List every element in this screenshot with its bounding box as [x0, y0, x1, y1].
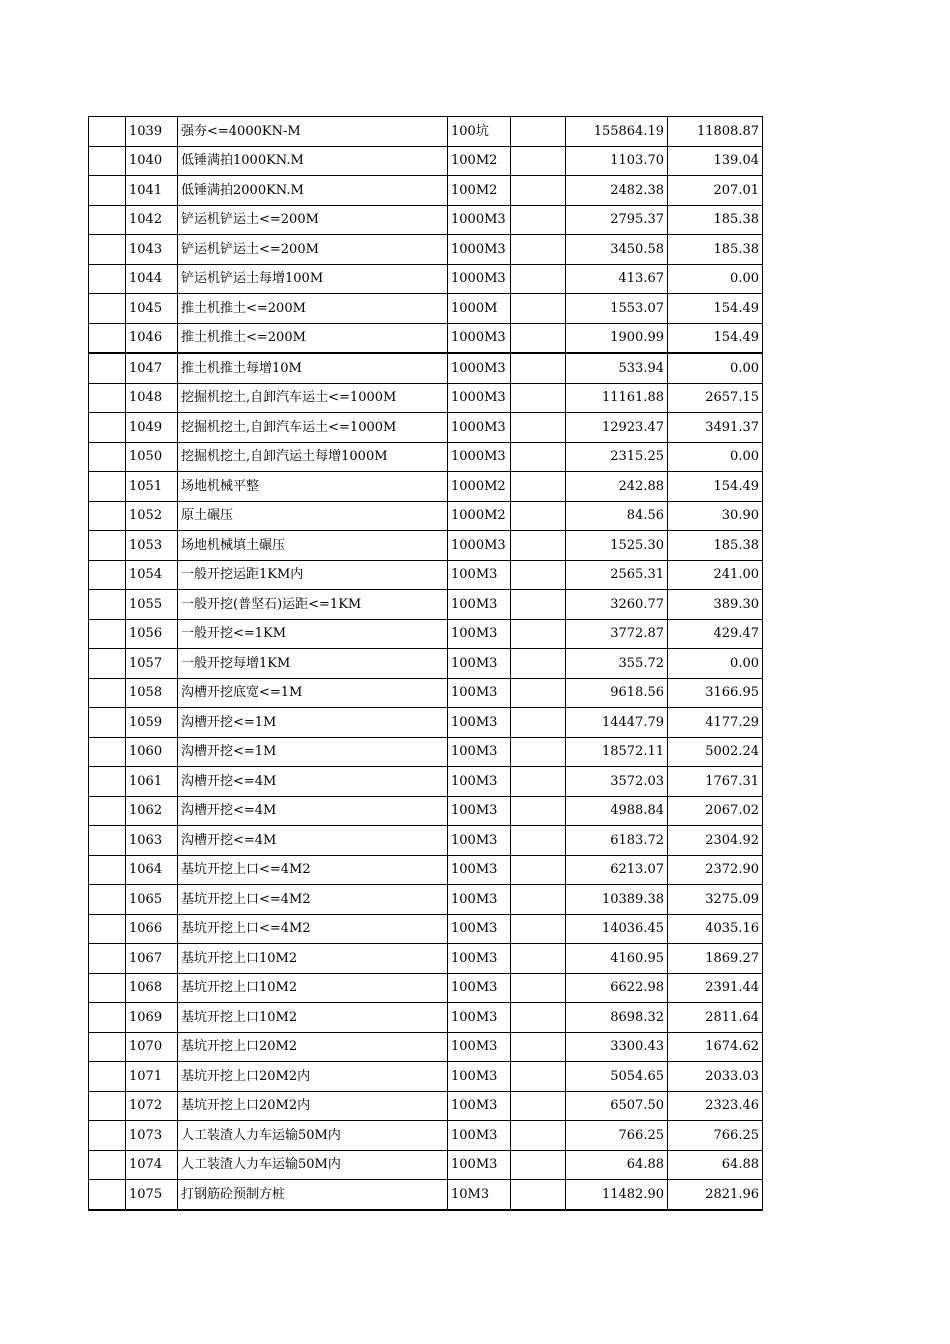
labor-cost-cell[interactable]: 3166.95 [668, 678, 763, 708]
unit-cell[interactable]: 100M3 [448, 708, 511, 738]
total-price-cell[interactable]: 14036.45 [566, 914, 668, 944]
total-price-cell[interactable]: 4988.84 [566, 796, 668, 826]
table-row[interactable] [89, 1150, 763, 1180]
blank-cell[interactable] [511, 885, 566, 915]
blank-cell[interactable] [511, 944, 566, 974]
total-price-cell[interactable]: 8698.32 [566, 1003, 668, 1033]
item-code-cell[interactable]: 1056 [126, 619, 178, 649]
item-name-cell[interactable]: 基坑开挖上口20M2内 [178, 1062, 448, 1092]
row-marker-cell[interactable] [89, 205, 126, 235]
labor-cost-cell[interactable]: 0.00 [668, 264, 763, 294]
unit-cell[interactable]: 1000M3 [448, 205, 511, 235]
unit-cell[interactable]: 100M3 [448, 973, 511, 1003]
row-marker-cell[interactable] [89, 235, 126, 265]
total-price-cell[interactable]: 3772.87 [566, 619, 668, 649]
blank-cell[interactable] [511, 117, 566, 147]
blank-cell[interactable] [511, 235, 566, 265]
row-marker-cell[interactable] [89, 619, 126, 649]
item-name-cell[interactable]: 挖掘机挖土,自卸汽车运土<=1000M [178, 413, 448, 443]
item-name-cell[interactable]: 一般开挖(普坚石)运距<=1KM [178, 590, 448, 620]
blank-cell[interactable] [511, 1150, 566, 1180]
item-code-cell[interactable]: 1075 [126, 1180, 178, 1210]
blank-cell[interactable] [511, 383, 566, 413]
unit-cell[interactable]: 1000M3 [448, 323, 511, 353]
item-code-cell[interactable]: 1053 [126, 531, 178, 561]
blank-cell[interactable] [511, 590, 566, 620]
blank-cell[interactable] [511, 826, 566, 856]
total-price-cell[interactable]: 9618.56 [566, 678, 668, 708]
labor-cost-cell[interactable]: 207.01 [668, 176, 763, 206]
total-price-cell[interactable]: 1553.07 [566, 294, 668, 324]
item-code-cell[interactable]: 1039 [126, 117, 178, 147]
blank-cell[interactable] [511, 442, 566, 472]
row-marker-cell[interactable] [89, 294, 126, 324]
table-row[interactable] [89, 1091, 763, 1121]
total-price-cell[interactable]: 6183.72 [566, 826, 668, 856]
item-code-cell[interactable]: 1042 [126, 205, 178, 235]
unit-cell[interactable]: 1000M3 [448, 264, 511, 294]
row-marker-cell[interactable] [89, 560, 126, 590]
total-price-cell[interactable]: 12923.47 [566, 413, 668, 443]
unit-cell[interactable]: 100M3 [448, 1032, 511, 1062]
row-marker-cell[interactable] [89, 1032, 126, 1062]
table-row[interactable] [89, 146, 763, 176]
item-name-cell[interactable]: 沟槽开挖<=1M [178, 737, 448, 767]
table-row[interactable] [89, 619, 763, 649]
item-code-cell[interactable]: 1066 [126, 914, 178, 944]
labor-cost-cell[interactable]: 139.04 [668, 146, 763, 176]
blank-cell[interactable] [511, 1121, 566, 1151]
unit-cell[interactable]: 10M3 [448, 1180, 511, 1210]
unit-cell[interactable]: 100M3 [448, 914, 511, 944]
item-name-cell[interactable]: 打钢筋砼预制方桩 [178, 1180, 448, 1210]
total-price-cell[interactable]: 2482.38 [566, 176, 668, 206]
unit-cell[interactable]: 1000M3 [448, 413, 511, 443]
row-marker-cell[interactable] [89, 885, 126, 915]
total-price-cell[interactable]: 242.88 [566, 472, 668, 502]
item-code-cell[interactable]: 1068 [126, 973, 178, 1003]
total-price-cell[interactable]: 3260.77 [566, 590, 668, 620]
unit-cell[interactable]: 100M2 [448, 176, 511, 206]
total-price-cell[interactable]: 4160.95 [566, 944, 668, 974]
item-name-cell[interactable]: 沟槽开挖底宽<=1M [178, 678, 448, 708]
total-price-cell[interactable]: 6507.50 [566, 1091, 668, 1121]
row-marker-cell[interactable] [89, 264, 126, 294]
item-name-cell[interactable]: 铲运机铲运土<=200M [178, 235, 448, 265]
item-name-cell[interactable]: 基坑开挖上口<=4M2 [178, 885, 448, 915]
labor-cost-cell[interactable]: 185.38 [668, 205, 763, 235]
total-price-cell[interactable]: 3300.43 [566, 1032, 668, 1062]
table-row[interactable] [89, 1180, 763, 1210]
total-price-cell[interactable]: 3572.03 [566, 767, 668, 797]
item-name-cell[interactable]: 基坑开挖上口10M2 [178, 973, 448, 1003]
table-row[interactable] [89, 1062, 763, 1092]
labor-cost-cell[interactable]: 185.38 [668, 531, 763, 561]
row-marker-cell[interactable] [89, 708, 126, 738]
blank-cell[interactable] [511, 649, 566, 679]
blank-cell[interactable] [511, 205, 566, 235]
labor-cost-cell[interactable]: 1767.31 [668, 767, 763, 797]
total-price-cell[interactable]: 155864.19 [566, 117, 668, 147]
total-price-cell[interactable]: 11161.88 [566, 383, 668, 413]
labor-cost-cell[interactable]: 389.30 [668, 590, 763, 620]
table-row[interactable] [89, 264, 763, 294]
blank-cell[interactable] [511, 176, 566, 206]
unit-cell[interactable]: 1000M3 [448, 235, 511, 265]
blank-cell[interactable] [511, 1032, 566, 1062]
item-code-cell[interactable]: 1044 [126, 264, 178, 294]
table-row[interactable] [89, 796, 763, 826]
blank-cell[interactable] [511, 1180, 566, 1210]
labor-cost-cell[interactable]: 2391.44 [668, 973, 763, 1003]
table-row[interactable] [89, 323, 763, 353]
labor-cost-cell[interactable]: 2811.64 [668, 1003, 763, 1033]
table-row[interactable] [89, 855, 763, 885]
item-name-cell[interactable]: 一般开挖运距1KM内 [178, 560, 448, 590]
item-name-cell[interactable]: 基坑开挖上口20M2内 [178, 1091, 448, 1121]
row-marker-cell[interactable] [89, 323, 126, 353]
total-price-cell[interactable]: 355.72 [566, 649, 668, 679]
blank-cell[interactable] [511, 560, 566, 590]
blank-cell[interactable] [511, 501, 566, 531]
item-code-cell[interactable]: 1058 [126, 678, 178, 708]
table-row[interactable] [89, 914, 763, 944]
row-marker-cell[interactable] [89, 1062, 126, 1092]
item-name-cell[interactable]: 低锤满拍1000KN.M [178, 146, 448, 176]
total-price-cell[interactable]: 14447.79 [566, 708, 668, 738]
labor-cost-cell[interactable]: 1869.27 [668, 944, 763, 974]
total-price-cell[interactable]: 3450.58 [566, 235, 668, 265]
labor-cost-cell[interactable]: 154.49 [668, 294, 763, 324]
row-marker-cell[interactable] [89, 1003, 126, 1033]
unit-cell[interactable]: 100M3 [448, 1003, 511, 1033]
row-marker-cell[interactable] [89, 531, 126, 561]
labor-cost-cell[interactable]: 0.00 [668, 442, 763, 472]
total-price-cell[interactable]: 6213.07 [566, 855, 668, 885]
labor-cost-cell[interactable]: 2033.03 [668, 1062, 763, 1092]
unit-cell[interactable]: 100M3 [448, 885, 511, 915]
item-name-cell[interactable]: 基坑开挖上口<=4M2 [178, 914, 448, 944]
row-marker-cell[interactable] [89, 767, 126, 797]
item-name-cell[interactable]: 沟槽开挖<=4M [178, 826, 448, 856]
blank-cell[interactable] [511, 767, 566, 797]
quota-table-body [89, 117, 763, 1210]
unit-cell[interactable]: 100M3 [448, 796, 511, 826]
blank-cell[interactable] [511, 708, 566, 738]
item-name-cell[interactable]: 挖掘机挖土,自卸汽车运土<=1000M [178, 383, 448, 413]
blank-cell[interactable] [511, 619, 566, 649]
unit-cell[interactable]: 100M3 [448, 767, 511, 797]
total-price-cell[interactable]: 2795.37 [566, 205, 668, 235]
item-code-cell[interactable]: 1043 [126, 235, 178, 265]
table-row[interactable] [89, 737, 763, 767]
total-price-cell[interactable]: 84.56 [566, 501, 668, 531]
item-code-cell[interactable]: 1040 [126, 146, 178, 176]
item-code-cell[interactable]: 1067 [126, 944, 178, 974]
unit-cell[interactable]: 100坑 [448, 117, 511, 147]
row-marker-cell[interactable] [89, 353, 126, 383]
item-name-cell[interactable]: 铲运机铲运土每增100M [178, 264, 448, 294]
labor-cost-cell[interactable]: 2372.90 [668, 855, 763, 885]
item-code-cell[interactable]: 1072 [126, 1091, 178, 1121]
item-name-cell[interactable]: 基坑开挖上口10M2 [178, 1003, 448, 1033]
item-code-cell[interactable]: 1071 [126, 1062, 178, 1092]
item-name-cell[interactable]: 一般开挖每增1KM [178, 649, 448, 679]
labor-cost-cell[interactable]: 64.88 [668, 1150, 763, 1180]
labor-cost-cell[interactable]: 2323.46 [668, 1091, 763, 1121]
unit-cell[interactable]: 100M3 [448, 678, 511, 708]
labor-cost-cell[interactable]: 2657.15 [668, 383, 763, 413]
item-name-cell[interactable]: 推土机推土每增10M [178, 353, 448, 383]
item-code-cell[interactable]: 1069 [126, 1003, 178, 1033]
labor-cost-cell[interactable]: 241.00 [668, 560, 763, 590]
table-row[interactable] [89, 767, 763, 797]
item-code-cell[interactable]: 1055 [126, 590, 178, 620]
item-code-cell[interactable]: 1073 [126, 1121, 178, 1151]
item-name-cell[interactable]: 基坑开挖上口<=4M2 [178, 855, 448, 885]
labor-cost-cell[interactable]: 766.25 [668, 1121, 763, 1151]
labor-cost-cell[interactable]: 2067.02 [668, 796, 763, 826]
item-code-cell[interactable]: 1048 [126, 383, 178, 413]
labor-cost-cell[interactable]: 154.49 [668, 472, 763, 502]
labor-cost-cell[interactable]: 2821.96 [668, 1180, 763, 1210]
row-marker-cell[interactable] [89, 1121, 126, 1151]
total-price-cell[interactable]: 533.94 [566, 353, 668, 383]
row-marker-cell[interactable] [89, 1180, 126, 1210]
item-name-cell[interactable]: 基坑开挖上口10M2 [178, 944, 448, 974]
quota-table [88, 116, 763, 1211]
unit-cell[interactable]: 100M3 [448, 737, 511, 767]
row-marker-cell[interactable] [89, 1091, 126, 1121]
blank-cell[interactable] [511, 294, 566, 324]
blank-cell[interactable] [511, 1091, 566, 1121]
blank-cell[interactable] [511, 472, 566, 502]
labor-cost-cell[interactable]: 11808.87 [668, 117, 763, 147]
item-code-cell[interactable]: 1045 [126, 294, 178, 324]
unit-cell[interactable]: 1000M3 [448, 383, 511, 413]
row-marker-cell[interactable] [89, 944, 126, 974]
table-row[interactable] [89, 235, 763, 265]
item-code-cell[interactable]: 1057 [126, 649, 178, 679]
unit-cell[interactable]: 100M3 [448, 560, 511, 590]
item-code-cell[interactable]: 1052 [126, 501, 178, 531]
row-marker-cell[interactable] [89, 826, 126, 856]
row-marker-cell[interactable] [89, 146, 126, 176]
unit-cell[interactable]: 1000M [448, 294, 511, 324]
table-row[interactable] [89, 117, 763, 147]
unit-cell[interactable]: 100M3 [448, 1091, 511, 1121]
unit-cell[interactable]: 100M3 [448, 619, 511, 649]
blank-cell[interactable] [511, 914, 566, 944]
row-marker-cell[interactable] [89, 678, 126, 708]
item-name-cell[interactable]: 铲运机铲运土<=200M [178, 205, 448, 235]
row-marker-cell[interactable] [89, 501, 126, 531]
row-marker-cell[interactable] [89, 117, 126, 147]
item-code-cell[interactable]: 1054 [126, 560, 178, 590]
table-row[interactable] [89, 885, 763, 915]
item-name-cell[interactable]: 人工装渣人力车运输50M内 [178, 1121, 448, 1151]
unit-cell[interactable]: 100M3 [448, 590, 511, 620]
total-price-cell[interactable]: 5054.65 [566, 1062, 668, 1092]
blank-cell[interactable] [511, 413, 566, 443]
table-row[interactable] [89, 708, 763, 738]
item-name-cell[interactable]: 场地机械平整 [178, 472, 448, 502]
unit-cell[interactable]: 100M3 [448, 944, 511, 974]
item-name-cell[interactable]: 推土机推土<=200M [178, 294, 448, 324]
blank-cell[interactable] [511, 323, 566, 353]
unit-cell[interactable]: 100M3 [448, 1150, 511, 1180]
blank-cell[interactable] [511, 678, 566, 708]
table-row[interactable] [89, 678, 763, 708]
item-code-cell[interactable]: 1061 [126, 767, 178, 797]
item-name-cell[interactable]: 原土碾压 [178, 501, 448, 531]
labor-cost-cell[interactable]: 429.47 [668, 619, 763, 649]
table-row[interactable] [89, 413, 763, 443]
labor-cost-cell[interactable]: 2304.92 [668, 826, 763, 856]
row-marker-cell[interactable] [89, 590, 126, 620]
total-price-cell[interactable]: 2565.31 [566, 560, 668, 590]
total-price-cell[interactable]: 766.25 [566, 1121, 668, 1151]
total-price-cell[interactable]: 2315.25 [566, 442, 668, 472]
item-code-cell[interactable]: 1047 [126, 353, 178, 383]
blank-cell[interactable] [511, 264, 566, 294]
table-row[interactable] [89, 826, 763, 856]
row-marker-cell[interactable] [89, 855, 126, 885]
table-row[interactable] [89, 205, 763, 235]
labor-cost-cell[interactable]: 154.49 [668, 323, 763, 353]
row-marker-cell[interactable] [89, 796, 126, 826]
item-code-cell[interactable]: 1059 [126, 708, 178, 738]
labor-cost-cell[interactable]: 1674.62 [668, 1032, 763, 1062]
table-row[interactable] [89, 353, 763, 383]
item-name-cell[interactable]: 一般开挖<=1KM [178, 619, 448, 649]
blank-cell[interactable] [511, 1003, 566, 1033]
table-row[interactable] [89, 383, 763, 413]
row-marker-cell[interactable] [89, 472, 126, 502]
item-name-cell[interactable]: 人工装渣人力车运输50M内 [178, 1150, 448, 1180]
item-code-cell[interactable]: 1051 [126, 472, 178, 502]
total-price-cell[interactable]: 1103.70 [566, 146, 668, 176]
unit-cell[interactable]: 1000M3 [448, 531, 511, 561]
unit-cell[interactable]: 100M2 [448, 146, 511, 176]
total-price-cell[interactable]: 64.88 [566, 1150, 668, 1180]
item-code-cell[interactable]: 1062 [126, 796, 178, 826]
table-row[interactable] [89, 590, 763, 620]
unit-cell[interactable]: 1000M3 [448, 353, 511, 383]
blank-cell[interactable] [511, 855, 566, 885]
row-marker-cell[interactable] [89, 442, 126, 472]
unit-cell[interactable]: 100M3 [448, 855, 511, 885]
item-name-cell[interactable]: 沟槽开挖<=1M [178, 708, 448, 738]
blank-cell[interactable] [511, 737, 566, 767]
total-price-cell[interactable]: 6622.98 [566, 973, 668, 1003]
item-name-cell[interactable]: 基坑开挖上口20M2 [178, 1032, 448, 1062]
item-code-cell[interactable]: 1064 [126, 855, 178, 885]
unit-cell[interactable]: 1000M2 [448, 472, 511, 502]
blank-cell[interactable] [511, 973, 566, 1003]
table-row[interactable] [89, 1003, 763, 1033]
row-marker-cell[interactable] [89, 383, 126, 413]
labor-cost-cell[interactable]: 0.00 [668, 353, 763, 383]
total-price-cell[interactable]: 11482.90 [566, 1180, 668, 1210]
row-marker-cell[interactable] [89, 973, 126, 1003]
row-marker-cell[interactable] [89, 176, 126, 206]
table-row[interactable] [89, 501, 763, 531]
total-price-cell[interactable]: 1525.30 [566, 531, 668, 561]
labor-cost-cell[interactable]: 5002.24 [668, 737, 763, 767]
item-code-cell[interactable]: 1050 [126, 442, 178, 472]
table-row[interactable] [89, 294, 763, 324]
item-code-cell[interactable]: 1065 [126, 885, 178, 915]
row-marker-cell[interactable] [89, 737, 126, 767]
labor-cost-cell[interactable]: 4177.29 [668, 708, 763, 738]
unit-cell[interactable]: 100M3 [448, 1062, 511, 1092]
labor-cost-cell[interactable]: 0.00 [668, 649, 763, 679]
item-code-cell[interactable]: 1063 [126, 826, 178, 856]
blank-cell[interactable] [511, 1062, 566, 1092]
total-price-cell[interactable]: 413.67 [566, 264, 668, 294]
item-code-cell[interactable]: 1060 [126, 737, 178, 767]
item-code-cell[interactable]: 1046 [126, 323, 178, 353]
table-row[interactable] [89, 649, 763, 679]
item-name-cell[interactable]: 低锤满拍2000KN.M [178, 176, 448, 206]
total-price-cell[interactable]: 10389.38 [566, 885, 668, 915]
blank-cell[interactable] [511, 796, 566, 826]
unit-cell[interactable]: 100M3 [448, 1121, 511, 1151]
row-marker-cell[interactable] [89, 413, 126, 443]
table-row[interactable] [89, 442, 763, 472]
table-row[interactable] [89, 531, 763, 561]
table-row[interactable] [89, 1032, 763, 1062]
item-code-cell[interactable]: 1070 [126, 1032, 178, 1062]
item-name-cell[interactable]: 强夯<=4000KN-M [178, 117, 448, 147]
blank-cell[interactable] [511, 531, 566, 561]
row-marker-cell[interactable] [89, 1150, 126, 1180]
item-name-cell[interactable]: 推土机推土<=200M [178, 323, 448, 353]
item-code-cell[interactable]: 1049 [126, 413, 178, 443]
blank-cell[interactable] [511, 353, 566, 383]
blank-cell[interactable] [511, 146, 566, 176]
table-row[interactable] [89, 973, 763, 1003]
labor-cost-cell[interactable]: 4035.16 [668, 914, 763, 944]
labor-cost-cell[interactable]: 185.38 [668, 235, 763, 265]
labor-cost-cell[interactable]: 3491.37 [668, 413, 763, 443]
item-name-cell[interactable]: 场地机械填土碾压 [178, 531, 448, 561]
table-row[interactable] [89, 472, 763, 502]
table-row[interactable] [89, 944, 763, 974]
unit-cell[interactable]: 100M3 [448, 649, 511, 679]
item-code-cell[interactable]: 1041 [126, 176, 178, 206]
total-price-cell[interactable]: 1900.99 [566, 323, 668, 353]
labor-cost-cell[interactable]: 3275.09 [668, 885, 763, 915]
table-row[interactable] [89, 560, 763, 590]
item-name-cell[interactable]: 沟槽开挖<=4M [178, 767, 448, 797]
labor-cost-cell[interactable]: 30.90 [668, 501, 763, 531]
unit-cell[interactable]: 1000M2 [448, 501, 511, 531]
table-row[interactable] [89, 176, 763, 206]
total-price-cell[interactable]: 18572.11 [566, 737, 668, 767]
row-marker-cell[interactable] [89, 914, 126, 944]
item-name-cell[interactable]: 挖掘机挖土,自卸汽运土每增1000M [178, 442, 448, 472]
row-marker-cell[interactable] [89, 649, 126, 679]
item-code-cell[interactable]: 1074 [126, 1150, 178, 1180]
item-name-cell[interactable]: 沟槽开挖<=4M [178, 796, 448, 826]
table-row[interactable] [89, 1121, 763, 1151]
unit-cell[interactable]: 100M3 [448, 826, 511, 856]
unit-cell[interactable]: 1000M3 [448, 442, 511, 472]
